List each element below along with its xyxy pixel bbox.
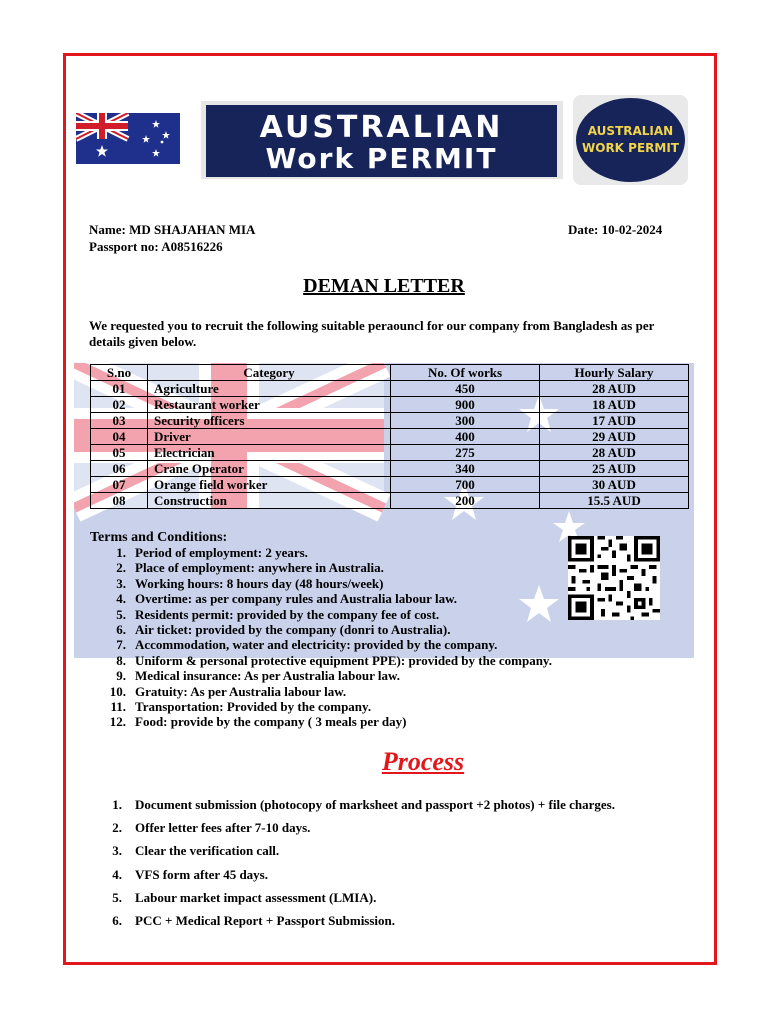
cell-sno: 02 bbox=[91, 397, 148, 413]
qr-code-icon[interactable] bbox=[568, 536, 660, 620]
table-row bbox=[91, 445, 689, 461]
item-text: Residents permit: provided by the company fee of cost. bbox=[135, 606, 440, 622]
cell-salary: 30 AUD bbox=[540, 477, 689, 493]
australian-flag-icon bbox=[76, 113, 180, 164]
item-number: 9. bbox=[116, 668, 126, 684]
cell-salary: 17 AUD bbox=[540, 413, 689, 429]
cell-category: Agriculture bbox=[148, 381, 391, 397]
list-item bbox=[90, 637, 552, 652]
banner-line2: Work PERMIT bbox=[265, 142, 498, 175]
item-text: Uniform & personal protective equipment PPE): provided by the company. bbox=[135, 652, 552, 668]
step-text: PCC + Medical Report + Passport Submission. bbox=[135, 912, 396, 928]
cell-sno: 07 bbox=[91, 477, 148, 493]
recruitment-table bbox=[90, 364, 689, 509]
process-steps-list bbox=[90, 797, 615, 936]
item-text: Transportation: Provided by the company. bbox=[135, 699, 372, 715]
step-number: 3. bbox=[112, 843, 122, 859]
item-number: 10. bbox=[109, 683, 126, 699]
letter-title-text: DEMAN LETTER bbox=[303, 275, 465, 297]
terms-list bbox=[90, 545, 552, 730]
list-item bbox=[90, 622, 552, 637]
item-text: Period of employment: 2 years. bbox=[135, 545, 308, 560]
process-heading-text: Process bbox=[381, 747, 465, 776]
list-item bbox=[90, 591, 552, 606]
terms-heading: Terms and Conditions: bbox=[90, 530, 228, 545]
cell-category: Restaurant worker bbox=[148, 397, 391, 413]
cell-works: 340 bbox=[391, 461, 540, 477]
work-permit-badge bbox=[573, 95, 688, 185]
letter-title bbox=[0, 274, 768, 298]
cell-salary: 28 AUD bbox=[540, 445, 689, 461]
process-heading bbox=[0, 747, 768, 777]
list-item bbox=[90, 576, 552, 591]
cell-category: Security officers bbox=[148, 413, 391, 429]
intro-paragraph: We requested you to recruit the following suitable peraouncl for our company from Bangladesh as per details given below. bbox=[89, 318, 655, 349]
list-item bbox=[90, 890, 615, 913]
cell-category: Electrician bbox=[148, 445, 391, 461]
table-row bbox=[91, 413, 689, 429]
cell-sno: 04 bbox=[91, 429, 148, 445]
header-category: Category bbox=[148, 365, 391, 381]
item-number: 1. bbox=[116, 545, 126, 560]
cell-sno: 06 bbox=[91, 461, 148, 477]
item-text: Place of employment: anywhere in Australia. bbox=[135, 560, 384, 576]
step-number: 4. bbox=[112, 866, 122, 882]
list-item bbox=[90, 560, 552, 575]
item-text: Medical insurance: As per Australia labour law. bbox=[135, 668, 400, 684]
header-no-of-works: No. Of works bbox=[391, 365, 540, 381]
cell-category: Orange field worker bbox=[148, 477, 391, 493]
cell-salary: 25 AUD bbox=[540, 461, 689, 477]
list-item bbox=[90, 867, 615, 890]
badge-line1: AUSTRALIAN bbox=[587, 124, 674, 138]
item-number: 8. bbox=[116, 652, 126, 668]
cell-salary: 18 AUD bbox=[540, 397, 689, 413]
table-row bbox=[91, 397, 689, 413]
cell-works: 900 bbox=[391, 397, 540, 413]
step-text: VFS form after 45 days. bbox=[135, 866, 268, 882]
table-row bbox=[91, 461, 689, 477]
cell-works: 275 bbox=[391, 445, 540, 461]
cell-works: 200 bbox=[391, 493, 540, 509]
item-number: 5. bbox=[116, 606, 126, 622]
cell-category: Crane Operator bbox=[148, 461, 391, 477]
list-item bbox=[90, 545, 552, 560]
applicant-name: Name: MD SHAJAHAN MIA bbox=[89, 222, 256, 237]
step-number: 2. bbox=[112, 820, 122, 836]
item-text: Air ticket: provided by the company (donri to Australia). bbox=[135, 622, 451, 638]
list-item bbox=[90, 653, 552, 668]
item-number: 4. bbox=[116, 591, 126, 607]
table-row bbox=[91, 429, 689, 445]
item-text: Accommodation, water and electricity: provided by the company. bbox=[135, 637, 498, 653]
cell-category: Driver bbox=[148, 429, 391, 445]
step-text: Offer letter fees after 7-10 days. bbox=[135, 820, 311, 836]
cell-salary: 29 AUD bbox=[540, 429, 689, 445]
work-permit-banner bbox=[201, 101, 563, 179]
step-number: 6. bbox=[112, 912, 122, 928]
cell-salary: 28 AUD bbox=[540, 381, 689, 397]
step-number: 1. bbox=[112, 797, 122, 812]
list-item bbox=[90, 913, 615, 936]
cell-sno: 03 bbox=[91, 413, 148, 429]
cell-sno: 01 bbox=[91, 381, 148, 397]
item-text: Gratuity: As per Australia labour law. bbox=[135, 683, 347, 699]
badge-line2: WORK PERMIT bbox=[582, 141, 679, 155]
table-row bbox=[91, 493, 689, 509]
list-item bbox=[90, 668, 552, 683]
table-row bbox=[91, 381, 689, 397]
step-text: Clear the verification call. bbox=[135, 843, 280, 859]
step-text: Document submission (photocopy of marksheet and passport +2 photos) + file charges. bbox=[135, 797, 615, 812]
item-text: Food: provide by the company ( 3 meals per day) bbox=[135, 714, 407, 730]
cell-salary: 15.5 AUD bbox=[540, 493, 689, 509]
item-text: Overtime: as per company rules and Australia labour law. bbox=[135, 591, 457, 607]
item-number: 11. bbox=[110, 699, 126, 715]
list-item bbox=[90, 820, 615, 843]
item-number: 7. bbox=[116, 637, 126, 653]
item-number: 12. bbox=[109, 714, 126, 730]
cell-works: 300 bbox=[391, 413, 540, 429]
cell-works: 700 bbox=[391, 477, 540, 493]
letter-date: Date: 10-02-2024 bbox=[568, 222, 663, 237]
table-header-row bbox=[91, 365, 689, 381]
list-item bbox=[90, 843, 615, 866]
list-item bbox=[90, 607, 552, 622]
header-hourly-salary: Hourly Salary bbox=[540, 365, 689, 381]
step-text: Labour market impact assessment (LMIA). bbox=[135, 889, 377, 905]
item-text: Working hours: 8 hours day (48 hours/week) bbox=[135, 575, 384, 591]
item-number: 3. bbox=[116, 575, 126, 591]
list-item bbox=[90, 714, 552, 729]
cell-sno: 08 bbox=[91, 493, 148, 509]
item-number: 6. bbox=[116, 622, 126, 638]
cell-works: 400 bbox=[391, 429, 540, 445]
passport-number: Passport no: A08516226 bbox=[89, 239, 223, 254]
cell-works: 450 bbox=[391, 381, 540, 397]
list-item bbox=[90, 699, 552, 714]
step-number: 5. bbox=[112, 889, 122, 905]
list-item bbox=[90, 797, 615, 820]
cell-category: Construction bbox=[148, 493, 391, 509]
list-item bbox=[90, 684, 552, 699]
table-row bbox=[91, 477, 689, 493]
header-sno: S.no bbox=[91, 365, 148, 381]
cell-sno: 05 bbox=[91, 445, 148, 461]
banner-line1: AUSTRALIAN bbox=[259, 110, 504, 145]
item-number: 2. bbox=[116, 560, 126, 576]
